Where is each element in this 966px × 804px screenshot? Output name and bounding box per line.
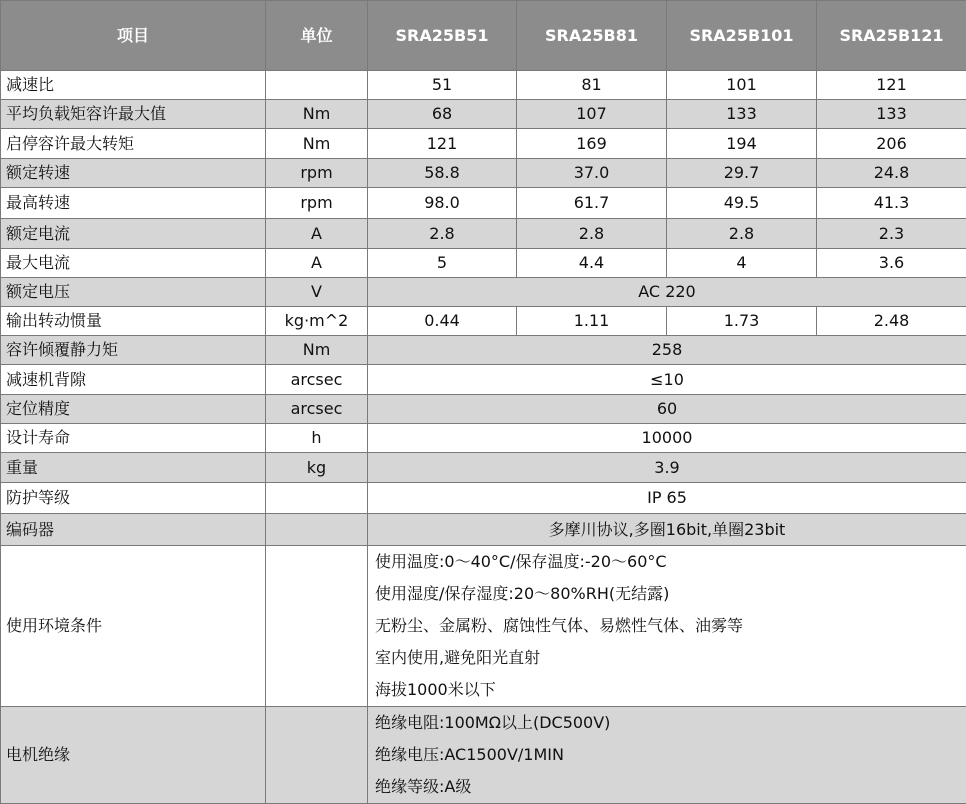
row-unit xyxy=(266,71,368,100)
header-model-4: SRA25B121 xyxy=(817,1,966,71)
row-item: 启停容许最大转矩 xyxy=(1,129,266,159)
row-unit: rpm xyxy=(266,188,368,219)
row-unit: rpm xyxy=(266,159,368,188)
row-value: 1.11 xyxy=(517,307,667,336)
table-row xyxy=(1,336,966,365)
header-item: 项目 xyxy=(1,1,266,71)
row-item: 使用环境条件 xyxy=(1,546,266,707)
row-value: 101 xyxy=(667,71,817,100)
row-value: 3.6 xyxy=(817,249,966,278)
row-value: 5 xyxy=(368,249,517,278)
table-row xyxy=(1,71,966,100)
row-unit: A xyxy=(266,219,368,249)
table-row xyxy=(1,395,966,424)
insulation-line: 绝缘电阻:100MΩ以上(DC500V) xyxy=(375,707,966,739)
table-row xyxy=(1,100,966,129)
row-item: 防护等级 xyxy=(1,483,266,514)
row-value: 121 xyxy=(817,71,966,100)
table-row xyxy=(1,219,966,249)
row-item: 额定电压 xyxy=(1,278,266,307)
row-item: 最高转速 xyxy=(1,188,266,219)
condition-line: 使用温度:0～40°C/保存温度:-20～60°C xyxy=(375,546,966,578)
row-value: 4 xyxy=(667,249,817,278)
row-value: 98.0 xyxy=(368,188,517,219)
row-value: 0.44 xyxy=(368,307,517,336)
row-item: 额定转速 xyxy=(1,159,266,188)
table-row xyxy=(1,278,966,307)
table-row xyxy=(1,424,966,453)
row-unit: h xyxy=(266,424,368,453)
row-value: 2.8 xyxy=(667,219,817,249)
table-row xyxy=(1,514,966,546)
row-unit: arcsec xyxy=(266,395,368,424)
row-value: 2.8 xyxy=(517,219,667,249)
table-row xyxy=(1,188,966,219)
row-value: 51 xyxy=(368,71,517,100)
row-merged-value: AC 220 xyxy=(368,278,966,307)
condition-line: 无粉尘、金属粉、腐蚀性气体、易燃性气体、油雾等 xyxy=(375,610,966,642)
row-value: 2.8 xyxy=(368,219,517,249)
row-value: 2.48 xyxy=(817,307,966,336)
condition-line: 室内使用,避免阳光直射 xyxy=(375,642,966,674)
row-merged-value: ≤10 xyxy=(368,365,966,395)
row-value: 206 xyxy=(817,129,966,159)
row-unit: Nm xyxy=(266,129,368,159)
table-row xyxy=(1,307,966,336)
row-unit: A xyxy=(266,249,368,278)
row-unit: kg·m^2 xyxy=(266,307,368,336)
header-unit: 单位 xyxy=(266,1,368,71)
row-item: 输出转动惯量 xyxy=(1,307,266,336)
row-value: 169 xyxy=(517,129,667,159)
row-value: 4.4 xyxy=(517,249,667,278)
row-item: 编码器 xyxy=(1,514,266,546)
row-value: 121 xyxy=(368,129,517,159)
row-unit: Nm xyxy=(266,336,368,365)
row-item: 额定电流 xyxy=(1,219,266,249)
condition-line: 使用湿度/保存湿度:20～80%RH(无结露) xyxy=(375,578,966,610)
row-value: 49.5 xyxy=(667,188,817,219)
row-unit xyxy=(266,546,368,707)
row-item: 最大电流 xyxy=(1,249,266,278)
row-unit xyxy=(266,707,368,804)
table-row xyxy=(1,159,966,188)
row-item: 减速机背隙 xyxy=(1,365,266,395)
row-value: 133 xyxy=(667,100,817,129)
motor-insulation xyxy=(368,707,966,804)
table-row xyxy=(1,707,966,804)
row-value: 1.73 xyxy=(667,307,817,336)
row-item: 设计寿命 xyxy=(1,424,266,453)
environment-conditions xyxy=(368,546,966,707)
insulation-line: 绝缘电压:AC1500V/1MIN xyxy=(375,739,966,771)
row-unit: V xyxy=(266,278,368,307)
row-merged-value: 3.9 xyxy=(368,453,966,483)
header-model-3: SRA25B101 xyxy=(667,1,817,71)
row-value: 58.8 xyxy=(368,159,517,188)
header-model-2: SRA25B81 xyxy=(517,1,667,71)
row-value: 194 xyxy=(667,129,817,159)
row-merged-value: 258 xyxy=(368,336,966,365)
table-row xyxy=(1,249,966,278)
row-item: 重量 xyxy=(1,453,266,483)
row-value: 107 xyxy=(517,100,667,129)
row-value: 68 xyxy=(368,100,517,129)
header-model-1: SRA25B51 xyxy=(368,1,517,71)
insulation-line: 绝缘等级:A级 xyxy=(375,771,966,803)
row-item: 电机绝缘 xyxy=(1,707,266,804)
row-unit: arcsec xyxy=(266,365,368,395)
row-value: 133 xyxy=(817,100,966,129)
header-row xyxy=(1,1,966,71)
table-row xyxy=(1,453,966,483)
row-value: 29.7 xyxy=(667,159,817,188)
row-item: 减速比 xyxy=(1,71,266,100)
row-value: 37.0 xyxy=(517,159,667,188)
row-unit: kg xyxy=(266,453,368,483)
row-merged-value: 10000 xyxy=(368,424,966,453)
condition-line: 海拔1000米以下 xyxy=(375,674,966,706)
row-item: 平均负载矩容许最大值 xyxy=(1,100,266,129)
row-value: 24.8 xyxy=(817,159,966,188)
row-merged-value: 60 xyxy=(368,395,966,424)
row-value: 2.3 xyxy=(817,219,966,249)
table-row xyxy=(1,365,966,395)
row-item: 定位精度 xyxy=(1,395,266,424)
row-merged-value: IP 65 xyxy=(368,483,966,514)
row-item: 容许倾覆静力矩 xyxy=(1,336,266,365)
row-value: 41.3 xyxy=(817,188,966,219)
table-row xyxy=(1,483,966,514)
row-value: 61.7 xyxy=(517,188,667,219)
row-unit xyxy=(266,483,368,514)
row-unit xyxy=(266,514,368,546)
row-merged-value: 多摩川协议,多圈16bit,单圈23bit xyxy=(368,514,966,546)
table-row xyxy=(1,129,966,159)
table-row xyxy=(1,546,966,707)
row-value: 81 xyxy=(517,71,667,100)
row-unit: Nm xyxy=(266,100,368,129)
